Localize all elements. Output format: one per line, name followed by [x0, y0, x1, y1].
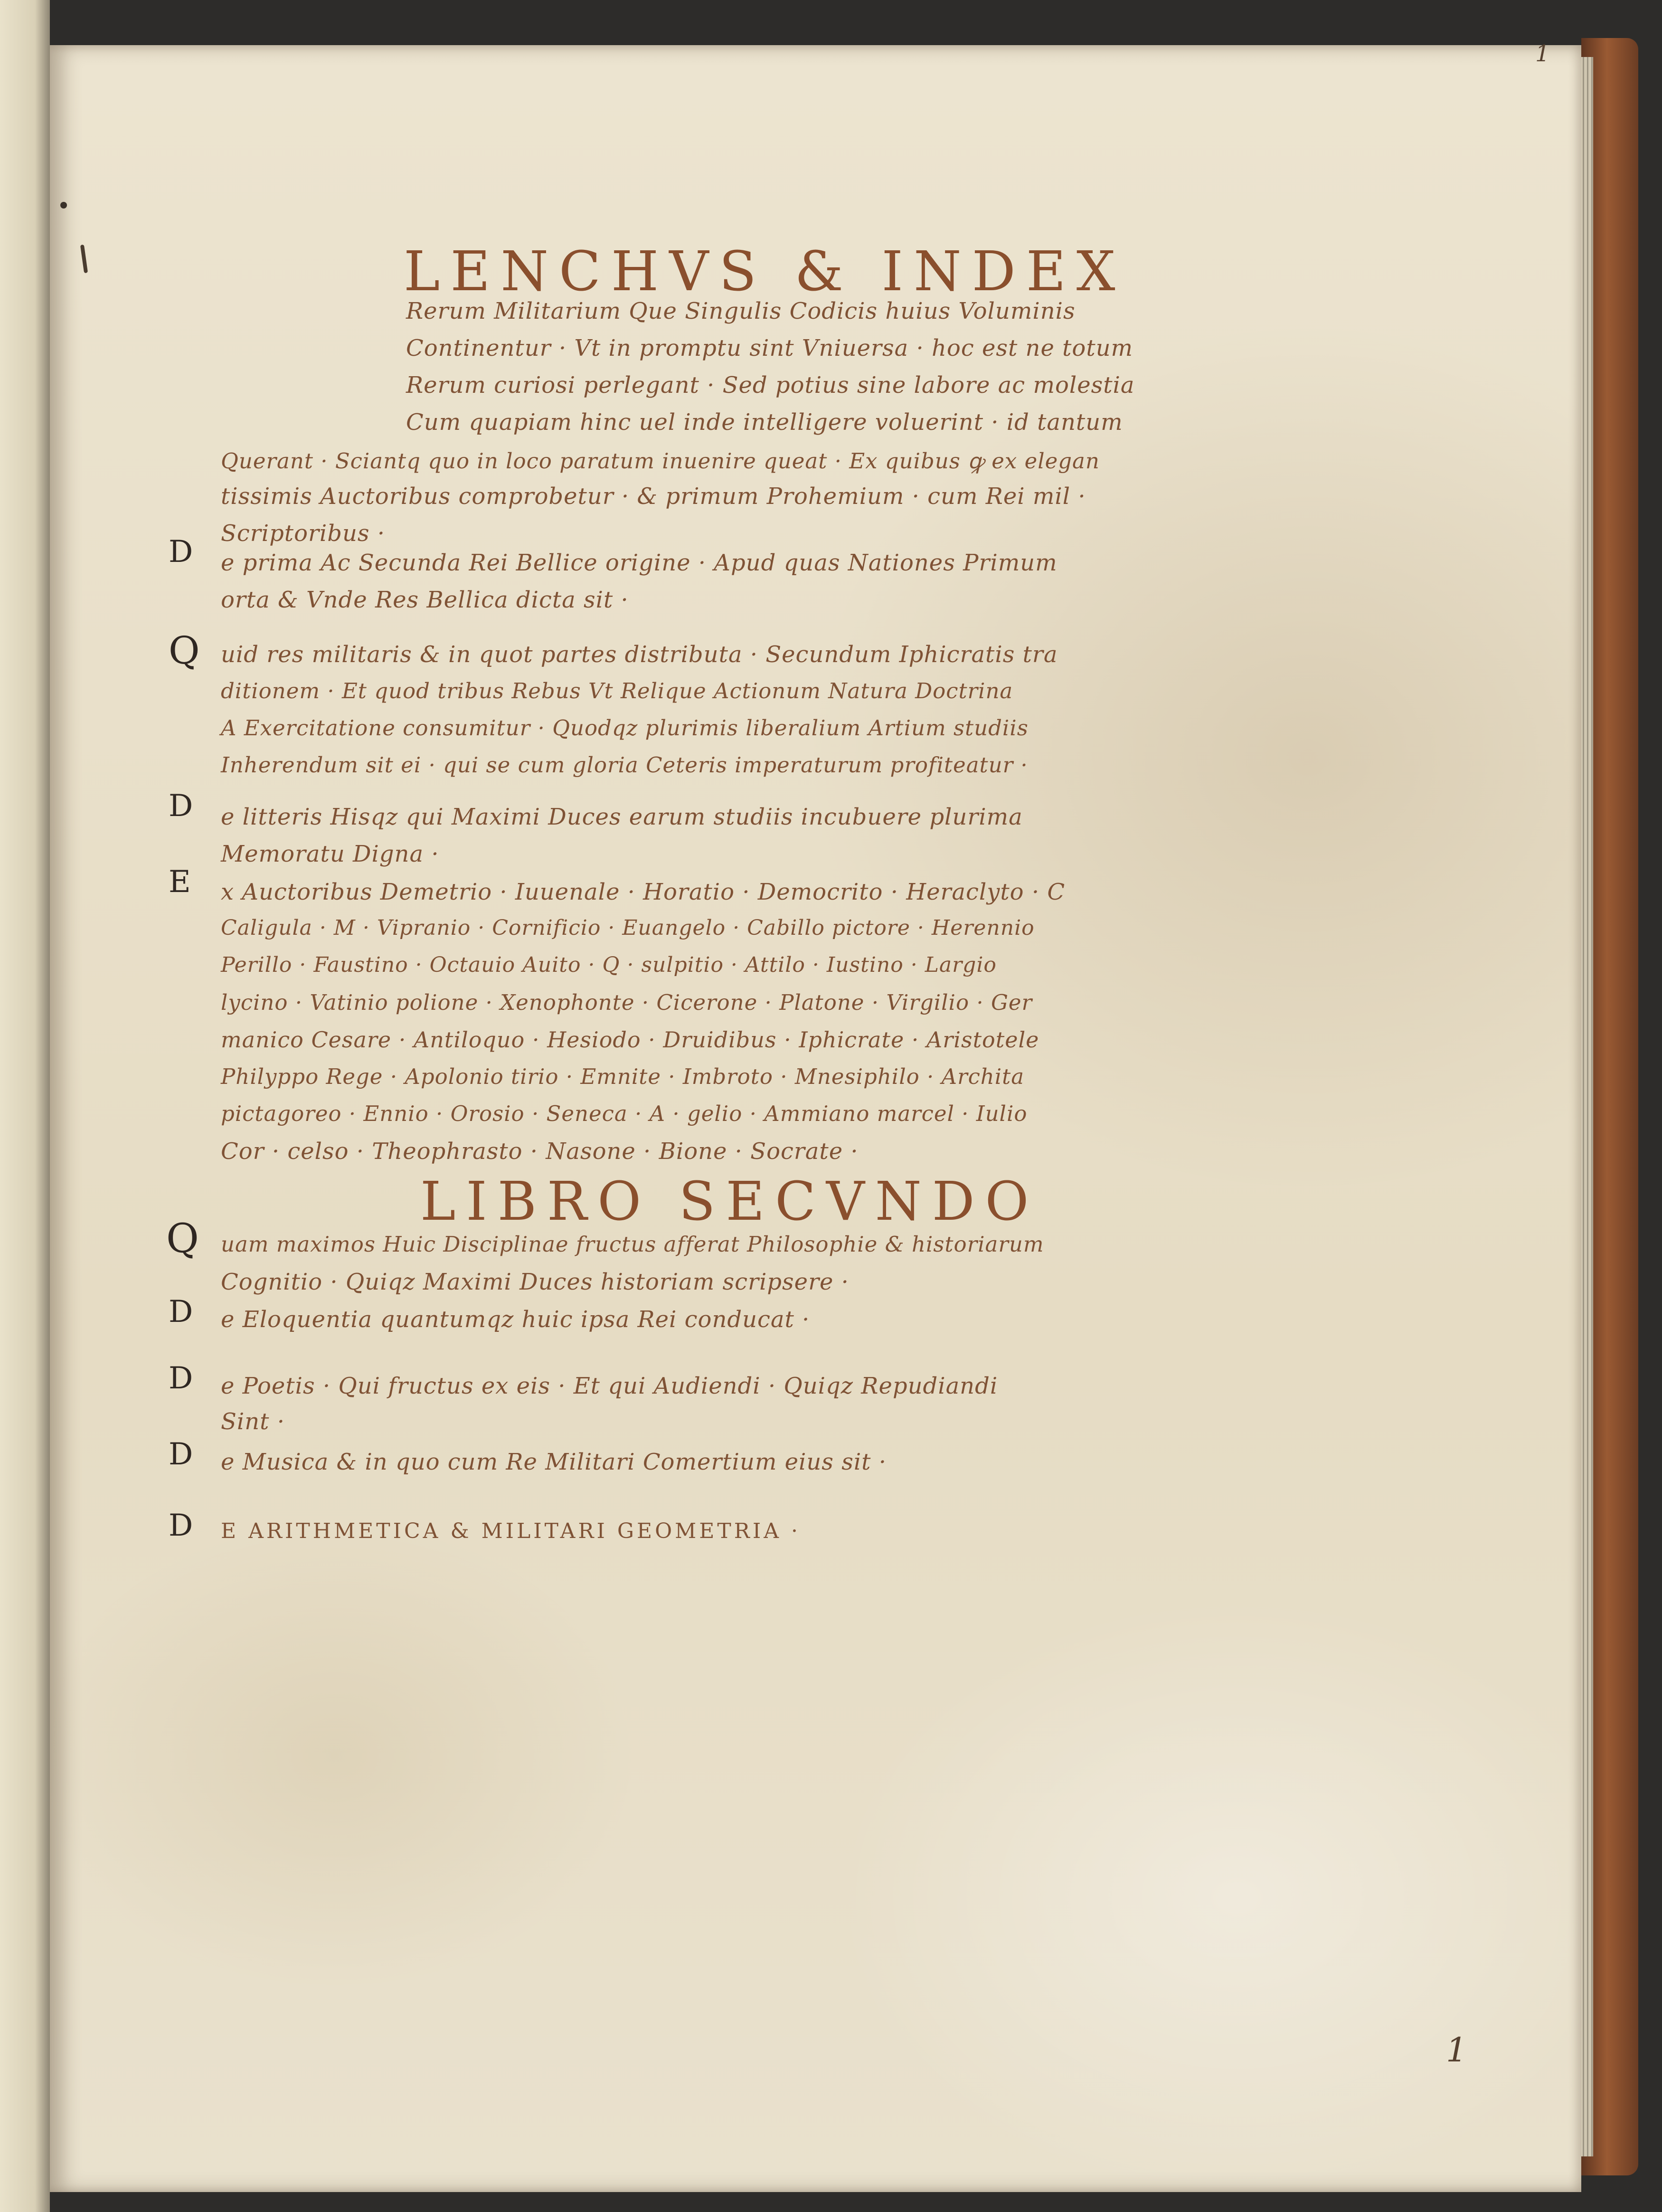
entry-line: Inherendum sit ei · qui se cum gloria Ceteris imperaturum profiteatur ·: [221, 752, 1028, 778]
entry-line: uam maximos Huic Disciplinae fructus afferat Philosophie & historiarum: [221, 1232, 1044, 1257]
facing-page-edge: [0, 0, 50, 2212]
entry-line: E ARITHMETICA & MILITARI GEOMETRIA ·: [221, 1519, 801, 1543]
entry-initial: D: [169, 788, 193, 824]
index-title: LENCHVS & INDEX: [404, 240, 1126, 304]
entry-line: e Poetis · Qui fructus ex eis · Et qui Audiendi · Quiqz Repudiandi: [221, 1373, 998, 1399]
entry-line: x Auctoribus Demetrio · Iuuenale · Horatio · Democrito · Heraclyto · C: [221, 879, 1066, 905]
entry-line: manico Cesare · Antiloquo · Hesiodo · Druidibus · Iphicrate · Aristotele: [221, 1027, 1039, 1053]
intro-line: tissimis Auctoribus comprobetur · & primum Prohemium · cum Rei mil ·: [221, 483, 1086, 510]
entry-line: pictagoreo · Ennio · Orosio · Seneca · A · gelio · Ammiano marcel · Iulio: [221, 1101, 1028, 1126]
entry-line: Caligula · M · Vipranio · Cornificio · Euangelo · Cabillo pictore · Herennio: [221, 916, 1035, 940]
entry-initial: D: [169, 1437, 193, 1472]
entry-line: uid res militaris & in quot partes distributa · Secundum Iphicratis tra: [221, 641, 1058, 668]
intro-line: Cum quapiam hinc uel inde intelligere voluerint · id tantum: [406, 409, 1123, 436]
entry-initial: D: [169, 534, 193, 570]
entry-initial: D: [169, 1361, 193, 1396]
book-two-title: LIBRO SECVNDO: [420, 1171, 1039, 1233]
entry-line: ditionem · Et quod tribus Rebus Vt Relique Actionum Natura Doctrina: [221, 678, 1013, 703]
entry-line: lycino · Vatinio polione · Xenophonte · Cicerone · Platone · Virgilio · Ger: [221, 990, 1033, 1015]
entry-line: e Eloquentia quantumqz huic ipsa Rei conducat ·: [221, 1306, 810, 1333]
entry-line: A Exercitatione consumitur · Quodqz plurimis liberalium Artium studiis: [221, 715, 1029, 740]
entry-line: e Musica & in quo cum Re Militari Comertium eius sit ·: [221, 1449, 887, 1475]
entry-line: Sint ·: [221, 1408, 285, 1435]
intro-line: Rerum curiosi perlegant · Sed potius sine labore ac molestia: [406, 372, 1135, 399]
entry-line: Memoratu Digna ·: [221, 841, 439, 867]
entry-initial: D: [169, 1508, 193, 1543]
entry-initial: Q: [169, 628, 200, 673]
manuscript-page: [50, 40, 1581, 2192]
entry-line: Philyppo Rege · Apolonio tirio · Emnite · Imbroto · Mnesiphilo · Archita: [221, 1064, 1025, 1089]
entry-initial: Q: [166, 1215, 199, 1262]
folio-mark-bottom: 1: [1446, 2031, 1467, 2070]
entry-line: orta & Vnde Res Bellica dicta sit ·: [221, 587, 629, 613]
entry-line: e prima Ac Secunda Rei Bellice origine · Apud quas Nationes Primum: [221, 550, 1058, 576]
ink-mark: [80, 245, 88, 274]
entry-line: Perillo · Faustino · Octauio Auito · Q · sulpitio · Attilo · Iustino · Largio: [221, 953, 997, 977]
intro-line: Rerum Militarium Que Singulis Codicis huius Voluminis: [406, 298, 1076, 324]
entry-line: Cognitio · Quiqz Maximi Duces historiam scripsere ·: [221, 1269, 849, 1295]
entry-initial: D: [169, 1294, 193, 1329]
entry-line: Cor · celso · Theophrasto · Nasone · Bione · Socrate ·: [221, 1138, 859, 1165]
entry-line: e litteris Hisqz qui Maximi Duces earum studiis incubuere plurima: [221, 804, 1023, 830]
folio-number: 1: [1535, 40, 1550, 67]
ink-dot: [60, 202, 67, 209]
intro-line: Scriptoribus ·: [221, 520, 386, 547]
intro-line: Continentur · Vt in promptu sint Vniuersa · hoc est ne totum: [406, 335, 1133, 361]
intro-line: Querant · Sciantq quo in loco paratum inuenire queat · Ex quibus ꝙ ex elegan: [221, 448, 1100, 474]
entry-initial: E: [169, 864, 191, 900]
